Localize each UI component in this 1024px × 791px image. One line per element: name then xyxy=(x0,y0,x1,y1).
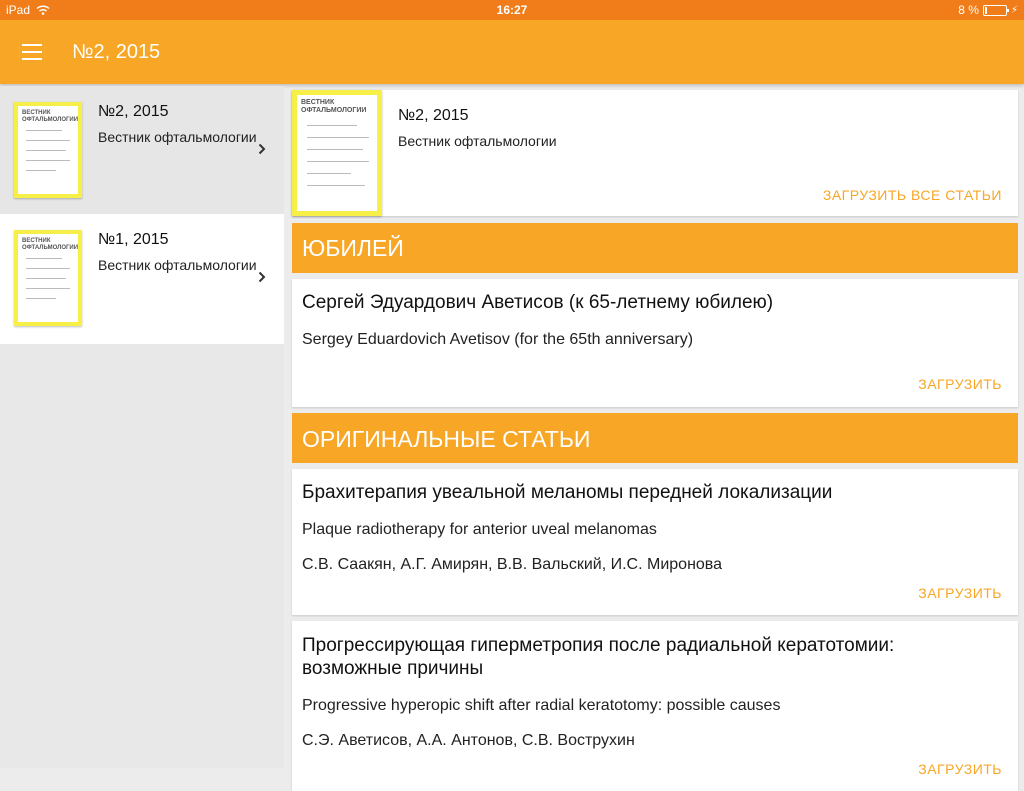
section-title: ОРИГИНАЛЬНЫЕ СТАТЬИ xyxy=(302,426,591,452)
page-title: №2, 2015 xyxy=(72,41,161,63)
issue-content xyxy=(292,86,1018,777)
download-button[interactable]: ЗАГРУЗИТЬ xyxy=(918,761,1002,777)
download-button[interactable]: ЗАГРУЗИТЬ xyxy=(918,376,1002,392)
article-title-en: Sergey Eduardovich Avetisov (for the 65th anniversary) xyxy=(302,331,694,348)
battery-icon xyxy=(983,5,1007,16)
article-authors: С.Э. Аветисов, А.А. Антонов, С.В. Вострухин xyxy=(302,732,635,749)
issue-number: №1, 2015 xyxy=(98,231,169,248)
clock: 16:27 xyxy=(496,3,528,17)
download-button[interactable]: ЗАГРУЗИТЬ xyxy=(918,585,1002,601)
journal-name: Вестник офтальмологии xyxy=(98,129,257,145)
issue-number: №2, 2015 xyxy=(398,107,469,124)
sidebar-issue-item[interactable] xyxy=(0,214,284,344)
journal-name: Вестник офтальмологии xyxy=(398,133,557,149)
app-header xyxy=(0,20,1024,84)
charging-icon: ⚡ xyxy=(1010,4,1018,16)
section-header xyxy=(292,413,1018,463)
issue-header-card xyxy=(292,90,1018,216)
battery-percent: 8 % xyxy=(958,3,979,17)
sidebar-issue-item[interactable] xyxy=(0,86,284,214)
download-all-button[interactable]: ЗАГРУЗИТЬ ВСЕ СТАТЬИ xyxy=(822,187,1002,203)
device-name: iPad xyxy=(6,3,31,17)
article-title-en: Plaque radiotherapy for anterior uveal melanomas xyxy=(302,521,657,538)
section-header xyxy=(292,223,1018,273)
issue-number: №2, 2015 xyxy=(98,103,169,120)
article-card[interactable] xyxy=(292,279,1018,407)
issue-cover-thumbnail: ВЕСТНИК ОФТАЛЬМОЛОГИИ xyxy=(14,102,82,198)
article-title: Сергей Эдуардович Аветисов (к 65-летнему юбилею) xyxy=(302,292,774,313)
section-title: ЮБИЛЕЙ xyxy=(302,235,404,261)
article-title: Брахитерапия увеальной меланомы передней локализации xyxy=(302,482,833,503)
article-authors: С.В. Саакян, А.Г. Амирян, В.В. Вальский, И.С. Миронова xyxy=(302,556,723,573)
hamburger-menu-icon[interactable] xyxy=(22,44,42,60)
chevron-right-icon xyxy=(258,270,266,288)
issue-cover-image: ВЕСТНИК ОФТАЛЬМОЛОГИИ xyxy=(292,90,382,216)
chevron-right-icon xyxy=(258,142,266,160)
article-title: Прогрессирующая гиперметропия после радиальной кератотомии: возможные причины xyxy=(302,635,895,679)
article-title-en: Progressive hyperopic shift after radial keratotomy: possible causes xyxy=(302,697,781,714)
article-card[interactable] xyxy=(292,469,1018,615)
article-card[interactable] xyxy=(292,621,1018,791)
issue-cover-thumbnail: ВЕСТНИК ОФТАЛЬМОЛОГИИ xyxy=(14,230,82,326)
journal-name: Вестник офтальмологии xyxy=(98,257,257,273)
issues-sidebar xyxy=(0,86,284,768)
status-bar xyxy=(0,0,1024,20)
